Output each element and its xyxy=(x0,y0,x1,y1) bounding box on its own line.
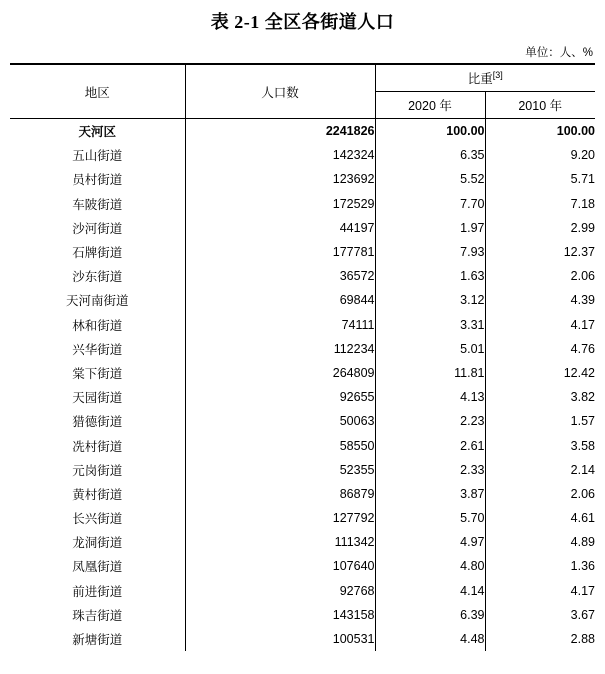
table-row xyxy=(10,482,595,506)
table-row xyxy=(10,506,595,530)
cell-share-2020: 4.97 xyxy=(375,530,485,554)
cell-share-2020: 4.48 xyxy=(375,627,485,651)
cell-population: 111342 xyxy=(185,530,375,554)
cell-region: 长兴街道 xyxy=(10,506,185,530)
cell-share-2020: 6.39 xyxy=(375,603,485,627)
cell-share-2010: 1.57 xyxy=(570,414,595,429)
cell-population: 69844 xyxy=(185,288,375,312)
table-row xyxy=(10,385,595,409)
cell-share-2020: 7.93 xyxy=(375,240,485,264)
cell-share-2020: 11.81 xyxy=(375,361,485,385)
table-row xyxy=(10,337,595,361)
table-row xyxy=(10,264,595,288)
cell-share-2020: 3.87 xyxy=(375,482,485,506)
cell-share-2010: 4.17 xyxy=(570,317,595,332)
cell-population: 127792 xyxy=(185,506,375,530)
cell-population: 86879 xyxy=(185,482,375,506)
cell-population: 50063 xyxy=(185,409,375,433)
header-share-group xyxy=(375,64,595,92)
table-body xyxy=(10,119,595,652)
cell-share-2010: 2.88 xyxy=(570,632,595,647)
cell-population: 143158 xyxy=(185,603,375,627)
cell-region: 沙河街道 xyxy=(10,216,185,240)
cell-share-2020: 7.70 xyxy=(375,192,485,216)
cell-region: 猎德街道 xyxy=(10,409,185,433)
table-row xyxy=(10,554,595,578)
table-row xyxy=(10,167,595,191)
table-row xyxy=(10,627,595,651)
cell-population: 112234 xyxy=(185,337,375,361)
header-year-2020: 2020 年 xyxy=(375,92,485,119)
cell-region: 凤凰街道 xyxy=(10,554,185,578)
table-row xyxy=(10,579,595,603)
unit-note: 单位：人、% xyxy=(525,47,593,59)
cell-share-2010: 4.17 xyxy=(570,583,595,598)
cell-population: 123692 xyxy=(185,167,375,191)
cell-population: 36572 xyxy=(185,264,375,288)
cell-region: 珠吉街道 xyxy=(10,603,185,627)
cell-region: 沙东街道 xyxy=(10,264,185,288)
table-row xyxy=(10,216,595,240)
cell-share-2020: 1.97 xyxy=(375,216,485,240)
cell-share-2010: 12.37 xyxy=(563,245,595,260)
cell-region: 龙洞街道 xyxy=(10,530,185,554)
cell-share-2020: 1.63 xyxy=(375,264,485,288)
cell-share-2010: 2.06 xyxy=(570,486,595,501)
cell-population: 74111 xyxy=(185,313,375,337)
cell-population: 177781 xyxy=(185,240,375,264)
document-page xyxy=(0,8,605,674)
cell-share-2020: 3.31 xyxy=(375,313,485,337)
table-row xyxy=(10,433,595,457)
cell-population: 100531 xyxy=(185,627,375,651)
cell-population: 172529 xyxy=(185,192,375,216)
table-row xyxy=(10,361,595,385)
table-row xyxy=(10,603,595,627)
table-row xyxy=(10,409,595,433)
cell-share-2010: 4.61 xyxy=(570,511,595,526)
cell-region: 冼村街道 xyxy=(10,433,185,457)
header-population: 人口数 xyxy=(185,64,375,119)
cell-share-2010: 1.36 xyxy=(570,559,595,574)
cell-share-2020: 3.12 xyxy=(375,288,485,312)
page-title: 表 2-1 全区各街道人口 xyxy=(210,12,395,32)
header-share-footnote: [3] xyxy=(492,69,503,80)
table-row xyxy=(10,530,595,554)
table-row xyxy=(10,313,595,337)
cell-share-2010: 100.00 xyxy=(556,124,595,139)
cell-share-2010: 9.20 xyxy=(570,148,595,163)
cell-share-2010: 3.82 xyxy=(570,390,595,405)
cell-population: 92655 xyxy=(185,385,375,409)
table-header xyxy=(10,64,595,119)
cell-region: 黄村街道 xyxy=(10,482,185,506)
cell-share-2020: 2.61 xyxy=(375,433,485,457)
cell-share-2010: 3.58 xyxy=(570,438,595,453)
cell-region: 前进街道 xyxy=(10,579,185,603)
table-row xyxy=(10,458,595,482)
header-year-2010: 2010 年 xyxy=(485,92,595,119)
cell-share-2020: 5.01 xyxy=(375,337,485,361)
header-region: 地区 xyxy=(10,64,185,119)
cell-population: 58550 xyxy=(185,433,375,457)
cell-share-2010: 4.76 xyxy=(570,341,595,356)
cell-share-2020: 2.33 xyxy=(375,458,485,482)
cell-population: 52355 xyxy=(185,458,375,482)
cell-share-2020: 100.00 xyxy=(375,119,485,144)
cell-share-2020: 6.35 xyxy=(375,143,485,167)
cell-region: 棠下街道 xyxy=(10,361,185,385)
cell-share-2020: 4.14 xyxy=(375,579,485,603)
cell-population: 107640 xyxy=(185,554,375,578)
cell-share-2010: 2.06 xyxy=(570,269,595,284)
cell-population: 44197 xyxy=(185,216,375,240)
cell-region: 元岗街道 xyxy=(10,458,185,482)
cell-share-2010: 4.89 xyxy=(570,535,595,550)
cell-share-2020: 5.70 xyxy=(375,506,485,530)
cell-share-2010: 12.42 xyxy=(563,365,595,380)
cell-region: 林和街道 xyxy=(10,313,185,337)
population-table xyxy=(10,63,595,651)
cell-region: 五山街道 xyxy=(10,143,185,167)
cell-population: 2241826 xyxy=(185,119,375,144)
cell-population: 92768 xyxy=(185,579,375,603)
table-row xyxy=(10,288,595,312)
cell-region: 天园街道 xyxy=(10,385,185,409)
cell-population: 142324 xyxy=(185,143,375,167)
cell-share-2010: 3.67 xyxy=(570,607,595,622)
table-row xyxy=(10,119,595,144)
table-row xyxy=(10,192,595,216)
cell-region: 新塘街道 xyxy=(10,627,185,651)
cell-region: 天河南街道 xyxy=(10,288,185,312)
cell-region: 石牌街道 xyxy=(10,240,185,264)
cell-region: 兴华街道 xyxy=(10,337,185,361)
table-row xyxy=(10,143,595,167)
cell-share-2020: 2.23 xyxy=(375,409,485,433)
cell-population: 264809 xyxy=(185,361,375,385)
table-header-row-1 xyxy=(10,64,595,92)
cell-share-2020: 5.52 xyxy=(375,167,485,191)
cell-share-2010: 7.18 xyxy=(570,196,595,211)
cell-share-2010: 4.39 xyxy=(570,293,595,308)
cell-share-2010: 5.71 xyxy=(570,172,595,187)
header-share-label: 比重 xyxy=(467,72,493,86)
cell-share-2020: 4.13 xyxy=(375,385,485,409)
cell-share-2010: 2.99 xyxy=(570,220,595,235)
table-row xyxy=(10,240,595,264)
cell-region: 员村街道 xyxy=(10,167,185,191)
cell-region: 车陂街道 xyxy=(10,192,185,216)
cell-share-2020: 4.80 xyxy=(375,554,485,578)
cell-region: 天河区 xyxy=(10,119,185,144)
cell-share-2010: 2.14 xyxy=(570,462,595,477)
